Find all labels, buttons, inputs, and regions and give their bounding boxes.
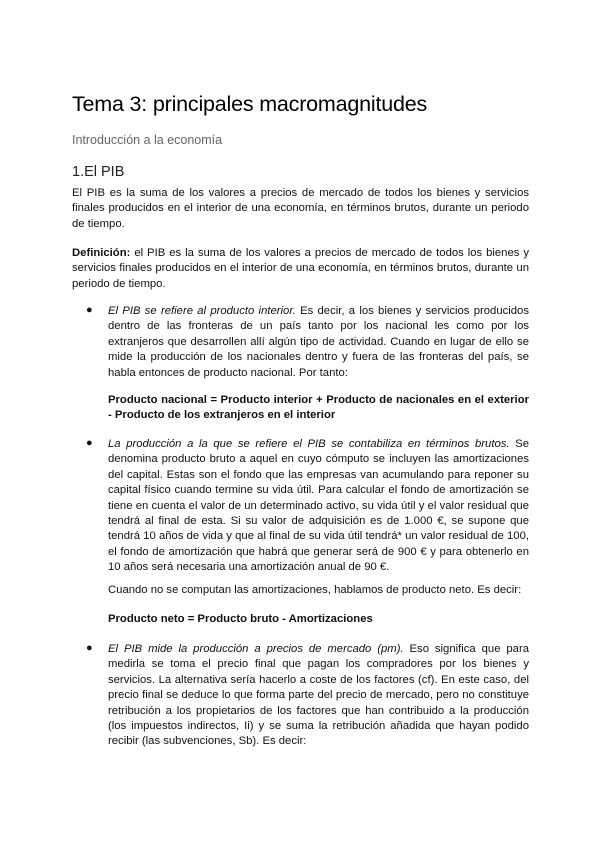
bullet-text: Se denomina producto bruto a aquel en cuyo cómputo se incluyen las amortizaciones del capital. Estas son el fondo que las empresas van acumulando para reponer su capital físico cuando termine su vida útil. Para calcular el fondo de amortización se tiene en cuenta el valor de un determinado activo, su vida útil y el valor residual que tendrá al final de esta. Si su valor de adquisición es de 1.000 €, se supone que tendrá 10 años de vida y que al final de su vida útil tendrá* un valor residual de 100, el fondo de amortización que habrá que generar será de 900 € y para obtenerlo en 10 años será necesaria una amortización anual de 90 €. xyxy=(108,438,529,574)
section-heading: 1.El PIB xyxy=(72,164,125,180)
bullet-note: Cuando no se computan las amortizaciones, hablamos de producto neto. Es decir: xyxy=(108,584,522,596)
bullet-item-precios-mercado xyxy=(108,642,529,750)
formula-producto-nacional: Producto nacional = Producto interior + Producto de nacionales en el exterior - Producto de los extranjeros en el interior xyxy=(108,394,529,422)
definition-paragraph xyxy=(72,246,529,292)
bullet-item-terminos-brutos xyxy=(108,437,529,576)
bullet-icon: ● xyxy=(86,437,93,449)
definition-label: Definición: xyxy=(72,247,131,259)
document-subtitle: Introducción a la economía xyxy=(72,133,223,147)
formula-producto-neto: Producto neto = Producto bruto - Amortizaciones xyxy=(108,613,373,625)
intro-paragraph: El PIB es la suma de los valores a precios de mercado de todos los bienes y servicios finales producidos en el interior de una economía, en términos brutos, durante un periodo de tiempo. xyxy=(72,187,529,230)
bullet-text: Eso significa que para medirla se toma el precio final que pagan los compradores por los bienes y servicios. La alternativa sería hacerlo a coste de los factores (cf). En este caso, del precio final se deduce lo que forma parte del precio de mercado, pero no constituye retribución a los propietarios de los factores que han contribuido a la producción (los impuestos indirectos, Ii) y se suma la retribución añadida que hayan podido recibir (las subvenciones, Sb). Es decir: xyxy=(108,643,530,748)
bullet-lead: El PIB mide la producción a precios de mercado (pm). xyxy=(108,643,404,655)
document-title: Tema 3: principales macromagnitudes xyxy=(72,92,428,116)
definition-text: el PIB es la suma de los valores a precios de mercado de todos los bienes y servicios finales producidos en el interior de una economía, en términos brutos, durante un periodo de tiempo. xyxy=(72,247,529,290)
bullet-icon: ● xyxy=(86,304,93,316)
bullet-item-producto-interior xyxy=(108,304,529,381)
bullet-lead: La producción a la que se refiere el PIB se contabiliza en términos brutos. xyxy=(108,438,510,450)
bullet-text: Es decir, a los bienes y servicios producidos dentro de las fronteras de un país tanto por los nacional les como por los extranjeros que desarrollen allí algún tipo de actividad. Cuando en lugar de ello se mide la producción de los nacionales dentro y fuera de las fronteras del país, se habla entonces de producto nacional. Por tanto: xyxy=(108,305,529,379)
bullet-lead: El PIB se refiere al producto interior. xyxy=(108,305,296,317)
bullet-icon: ● xyxy=(86,642,93,654)
